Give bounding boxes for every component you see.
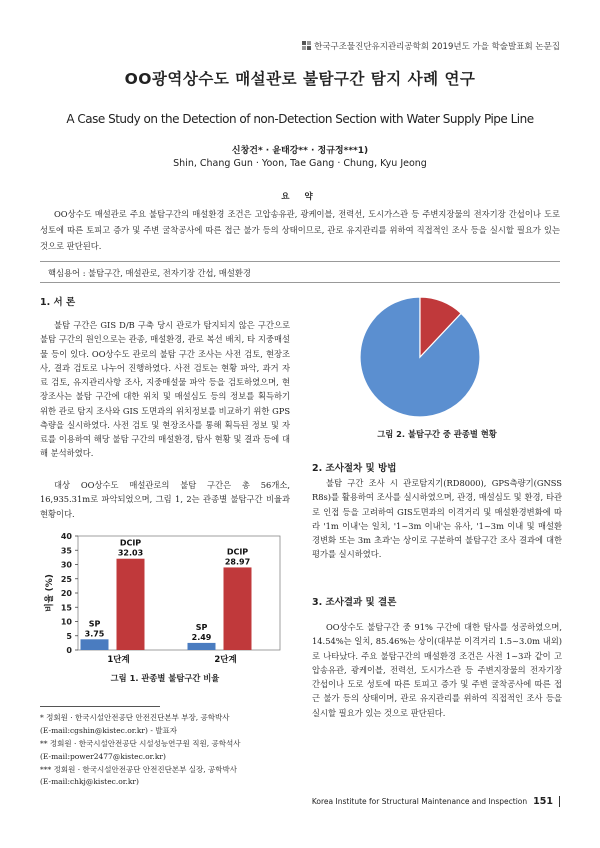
paper-title-english: A Case Study on the Detection of non-Detection Section with Water Supply Pipe Line <box>66 112 534 126</box>
footnote-line: * 정회원 · 한국시설안전공단 안전진단본부 부장, 공학박사 <box>40 713 230 722</box>
y-tick-label: 15 <box>60 603 72 613</box>
figure-1-bar-chart <box>40 530 290 670</box>
footnote-line: (E-mail:chkj@kistec.or.kr) <box>40 777 139 787</box>
bar-sp <box>188 643 216 650</box>
section-1-title: 1. 서 론 <box>40 297 76 308</box>
y-tick-label: 30 <box>60 560 72 570</box>
y-tick-label: 35 <box>60 546 72 556</box>
bar-dcip <box>224 567 252 650</box>
y-tick-label: 20 <box>60 589 72 598</box>
y-tick-label: 10 <box>60 617 72 627</box>
footnote-line: (E-mail:cgshin@kistec.or.kr) - 발표자 <box>40 725 177 735</box>
paper-title-korean: OO광역상수도 매설관로 불탐구간 탐지 사례 연구 <box>124 70 476 88</box>
section-2-paragraph: 불탐 구간 조사 시 관로탐지기(RD8000), GPS측량기(GNSS R8s)를 활용하여 조사를 실시하였으며, 관경, 매설심도 및 환경, 타관로 인접 등을 고려하여 GIS도면과의 이격거리 및 매설환경변화에 따라 '1m 이내'는 일치, '1~3m 이내'는 유사, '1~3m 이내 및 매설환경변화 또는 3m 초과'는 상이로 구분하여 불탐구간 조사 결과에 대한 평가를 실시하였다. <box>312 478 562 560</box>
abstract-text: OO상수도 매설관로 주요 불탐구간의 매설환경 조건은 고압송유관, 광케이블, 전력선, 도시가스관 등 주변지장물의 전자기장 간섭이나 도로 성토에 따른 토피고 증가 및 주변 굴착공사에 따른 접근 불가 등의 상태이므로, 관로 유지관리를 위하여 직접적인 조사 등을 실시할 필요가 있는 것으로 판단된다. <box>40 209 560 251</box>
figure-2-caption: 그림 2. 불탐구간 중 관종별 현황 <box>377 429 497 439</box>
section-2-title: 2. 조사절차 및 방법 <box>312 463 397 474</box>
figure-1-caption: 그림 1. 관종별 불탐구간 비율 <box>110 673 220 683</box>
abstract-heading: 요 약 <box>281 192 319 202</box>
y-tick-label: 5 <box>66 631 72 641</box>
bar-value-label: 3.75 <box>84 629 105 639</box>
divider <box>40 261 560 262</box>
footnote-divider <box>40 706 160 707</box>
bar-value-label: 2.49 <box>191 632 212 642</box>
divider <box>40 282 560 283</box>
bar-sp <box>81 639 109 650</box>
keywords: 핵심용어 : 불탐구간, 매설관로, 전자기장 간섭, 매설환경 <box>48 268 251 278</box>
y-tick-label: 25 <box>60 574 72 584</box>
bar-series-label: SP <box>195 622 208 632</box>
bar-series-label: DCIP <box>119 538 142 548</box>
x-category-label: 2단계 <box>214 655 237 665</box>
y-tick-label: 40 <box>60 532 72 541</box>
footnotes <box>40 712 290 789</box>
section-3-title: 3. 조사결과 및 결론 <box>312 597 397 608</box>
authors-english: Shin, Chang Gun · Yoon, Tae Gang · Chung, Kyu Jeong <box>173 158 427 169</box>
conference-name: 한국구조물진단유지관리공학회 2019년도 가을 학술발표회 논문집 <box>314 42 560 52</box>
bar-value-label: 32.03 <box>117 548 144 558</box>
y-tick-label: 0 <box>66 646 72 655</box>
authors-korean: 신창건* · 윤태강** · 정규정***1) <box>231 146 369 156</box>
bar-series-label: SP <box>88 619 101 629</box>
conference-logo-icon <box>302 41 311 50</box>
page-number: 151 <box>533 796 560 807</box>
x-category-label: 1단계 <box>107 655 130 665</box>
footnote-line: ** 정회원 · 한국시설안전공단 시설성능연구원 직원, 공학석사 <box>40 738 241 748</box>
footer-institute: Korea Institute for Structural Maintenance and Inspection <box>311 797 528 806</box>
bar-dcip <box>117 559 145 650</box>
footnote-line: *** 정회원 · 한국시설안전공단 안전진단본부 실장, 공학박사 <box>40 764 237 774</box>
bar-value-label: 28.97 <box>224 557 251 567</box>
figure-2-pie-chart <box>355 292 485 422</box>
page-footer <box>312 796 560 807</box>
y-axis-label: 비율 (%) <box>45 574 55 612</box>
conference-header <box>302 40 560 52</box>
section-3-paragraph: OO상수도 불탐구간 중 91% 구간에 대한 탐사를 성공하였으며, 14.54%는 일치, 85.46%는 상이(대부분 이격거리 1.5~3.0m 내외)로 나타났다. 주요 불탐구간의 매설환경 조건은 사전 1~3과 같이 고압송유관, 광케이블, 전력선, 도시가스관 등 주변지장물의 전자기장 간섭이나 도로 성토에 따른 토피고 증가 및 주변 굴착공사에 따른 접근 불가 등의 상태이며, 관로 유지관리를 위하여 직접적인 조사 등을 실시할 필요가 있는 것으로 판단된다. <box>312 622 562 718</box>
section-1-paragraph-2: 대상 OO상수도 매설관로의 불탐 구간은 총 56개소, 16,935.31m로 파악되었으며, 그림 1, 2는 관종별 불탐구간 비율과 현황이다. <box>40 480 290 519</box>
section-1-paragraph-1: 불탐 구간은 GIS D/B 구축 당시 관로가 탐지되지 않은 구간으로 불탐 구간의 원인으로는 관종, 매설환경, 관로 복선 배치, 타 지중매설물 등이 있다. OO상수도 관로의 불탐 구간 조사는 사전 검토, 현장조사, 결과 검토로 나누어 진행하였다. 사전 검토는 현황 파악, 과거 자료 검토, 유지관리사항 조사, 지중매설물 파악 등을 검토하였으며, 현장조사는 불탐 구간에 대한 위치 및 매설심도 등의 정보를 획득하기 위한 관로 탐지 조사와 GIS 도면과의 위치정보를 비교하기 위한 GPS 측량을 실시하였다. 사전 검토 및 현장조사를 통해 획득된 정보 및 자료를 이용하여 해당 불탐 구간의 매설환경, 탐사 현황 및 결과 등에 대해 분석하였다. <box>40 320 290 459</box>
bar-series-label: DCIP <box>226 547 249 557</box>
footnote-line: (E-mail:power2477@kistec.or.kr) <box>40 751 166 761</box>
